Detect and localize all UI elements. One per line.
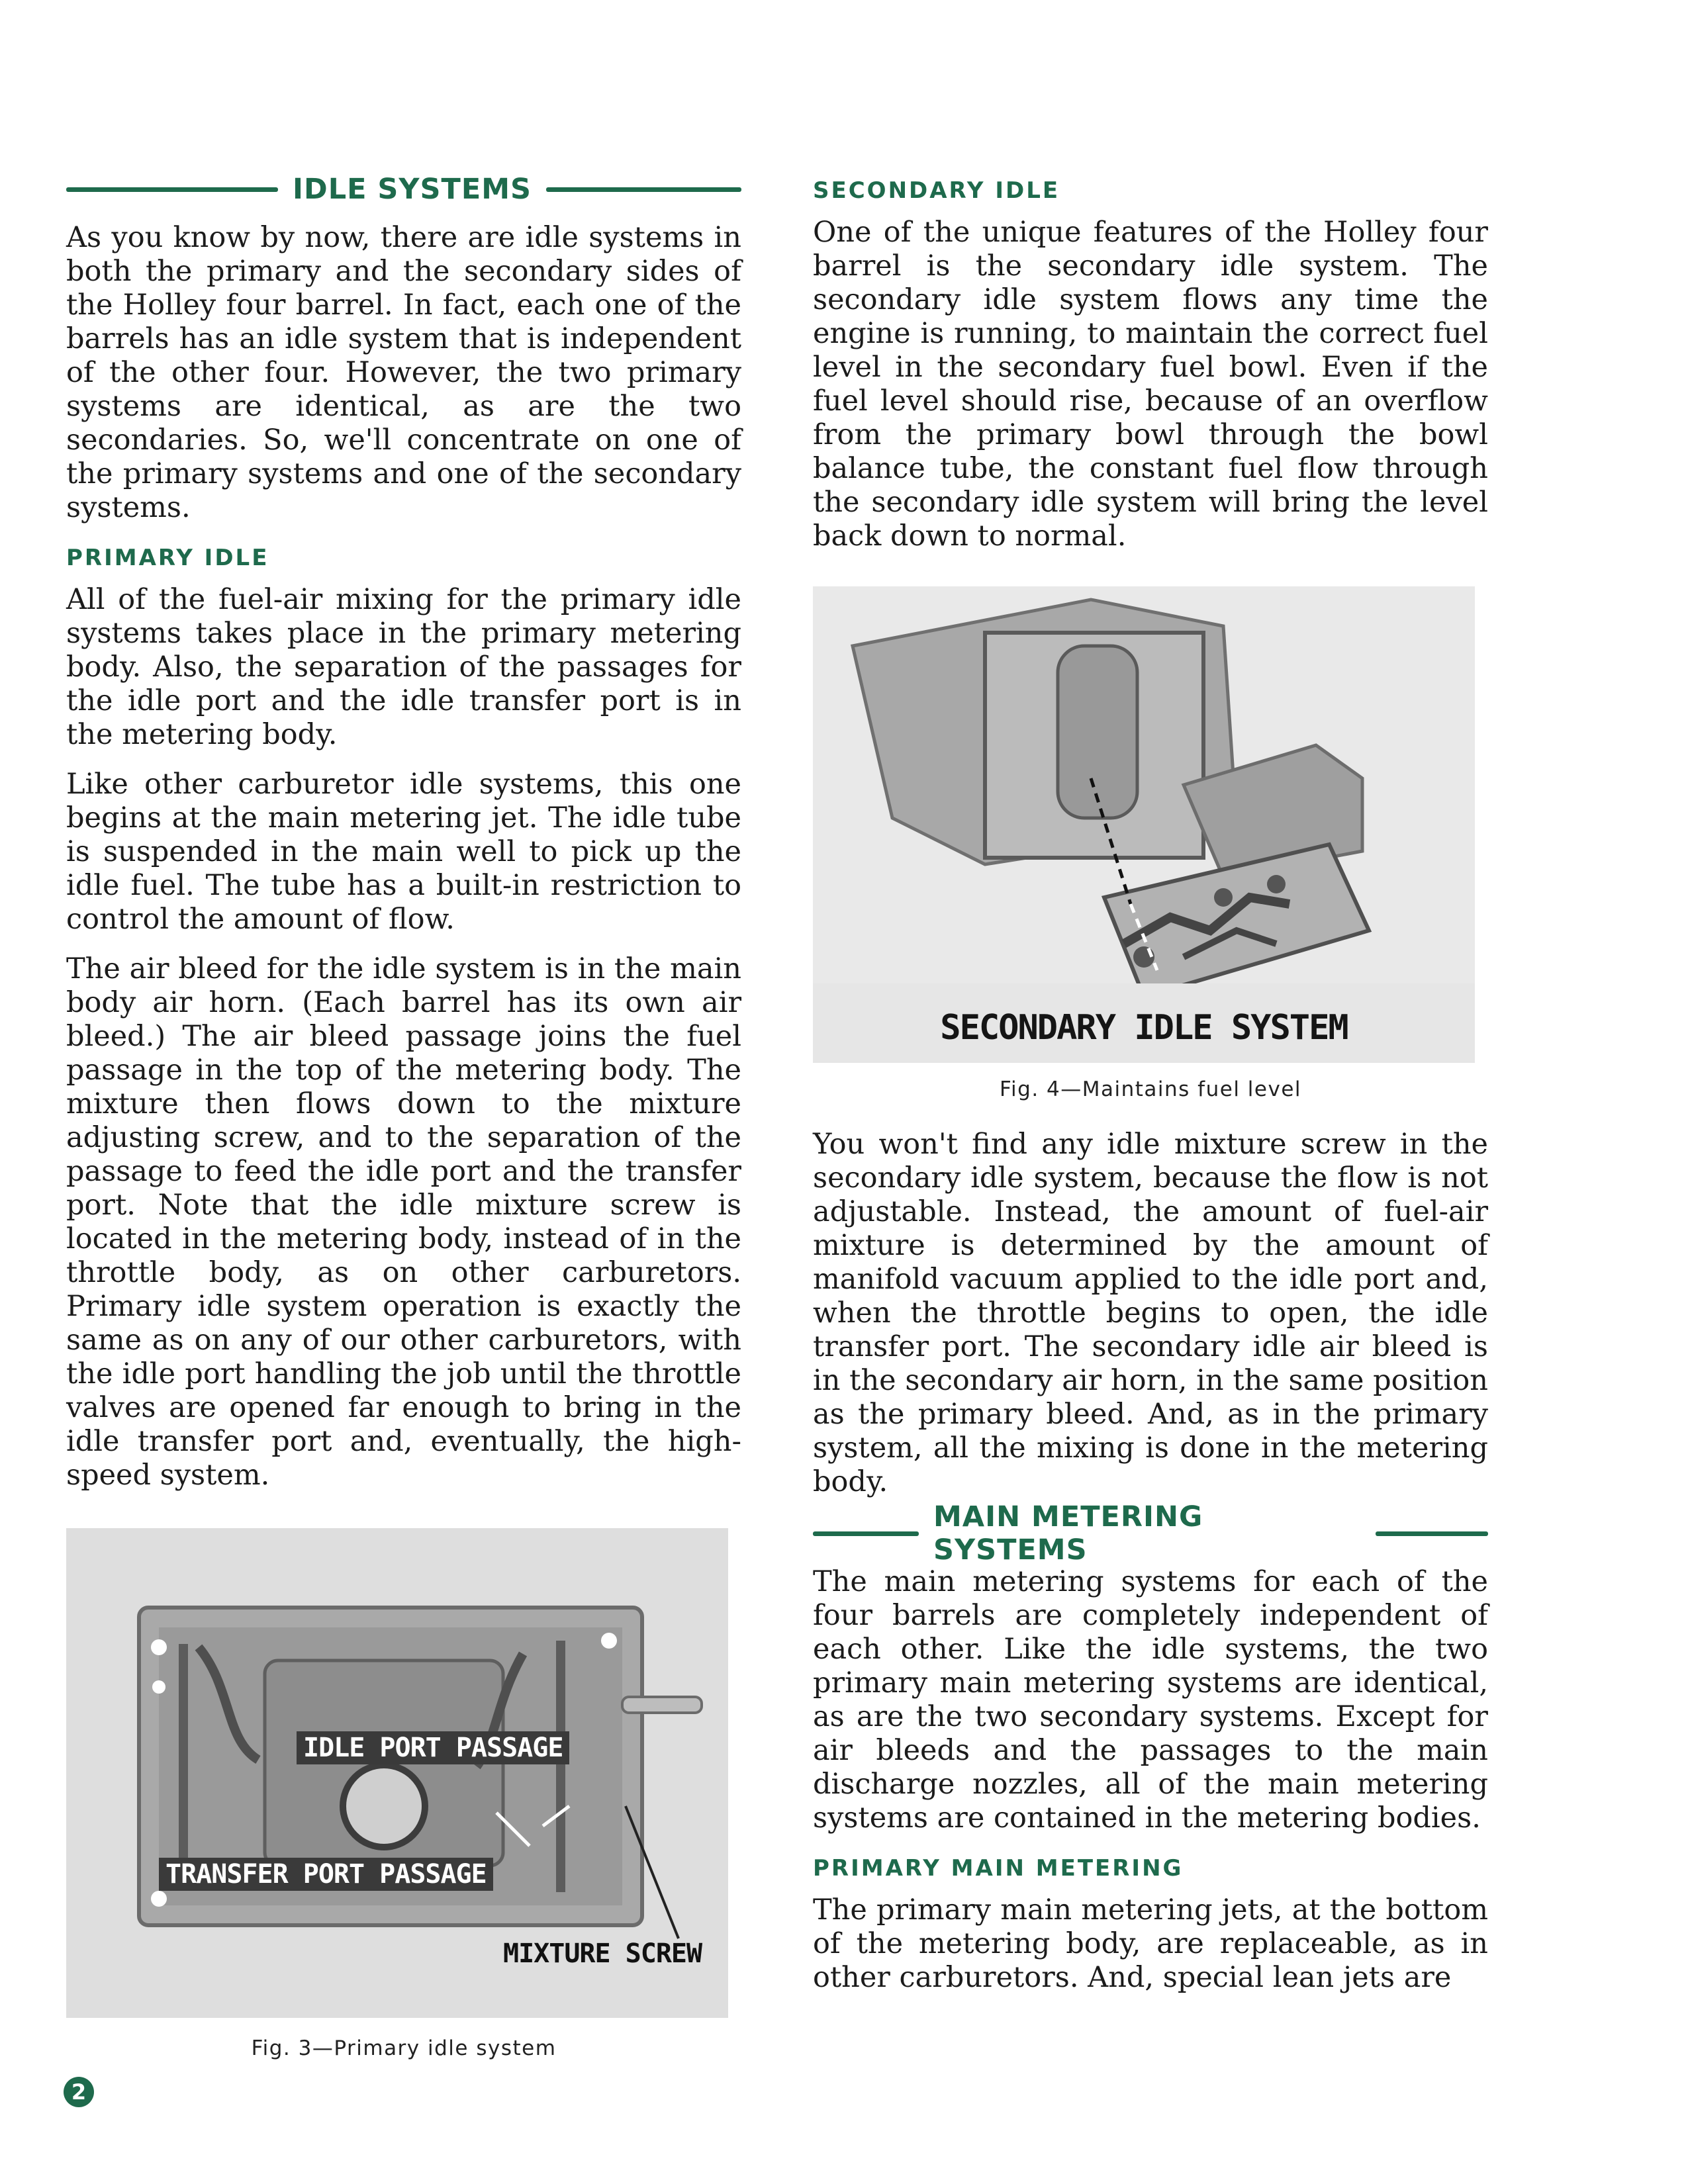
mixture-screw-label: MIXTURE SCREW — [503, 1938, 702, 1969]
main-metering-heading — [813, 1500, 1488, 1567]
fig3-caption: Fig. 3—Primary idle system — [251, 2036, 557, 2060]
primary-main-metering-paragraph-1: The primary main metering jets, at the bottom of the metering body, are replaceable, as in other carburetors. And, special lean jets are — [813, 1893, 1488, 1994]
secondary-carburetor-illustration — [813, 586, 1475, 1063]
heading-rule-right — [1376, 1531, 1488, 1536]
main-metering-heading-text: MAIN METERING SYSTEMS — [933, 1500, 1203, 1567]
idle-systems-heading — [66, 171, 741, 208]
idle-port-passage-label: IDLE PORT PASSAGE — [297, 1731, 569, 1764]
secondary-idle-paragraph-1: One of the unique features of the Holley four barrel is the secondary idle system. The secondary idle system flows any time the engine is running, to maintain the correct fuel level in the secondary fuel bowl. Even if the fuel level should rise, because of an overflow from the primary bowl through the bowl balance tube, the constant fuel flow through the secondary idle system will bring the level back down to normal. — [813, 216, 1488, 553]
fig4-photo — [813, 586, 1475, 1063]
main-metering-paragraph-1: The main metering systems for each of the four barrels are completely independent of each other. Like the idle systems, the two primary main metering systems are identical, as are the two secondary systems. Except for air bleeds and the passages to the main discharge nozzles, all of the main metering systems are contained in the metering bodies. — [813, 1565, 1488, 1835]
heading-rule-left — [813, 1531, 919, 1536]
idle-systems-heading-text: IDLE SYSTEMS — [293, 173, 532, 206]
primary-idle-paragraph-1: All of the fuel-air mixing for the primary idle systems takes place in the primary metering body. Also, the separation of the passages for the idle port and the idle transfer port is in the metering body. — [66, 583, 741, 751]
right-column — [813, 171, 1488, 2011]
left-column — [66, 171, 741, 2060]
primary-idle-paragraph-2: Like other carburetor idle systems, this one begins at the main metering jet. The idle tube is suspended in the main well to pick up the idle fuel. The tube has a built-in restriction to control the amount of flow. — [66, 768, 741, 936]
heading-rule-left — [66, 187, 278, 192]
transfer-port-passage-label: TRANSFER PORT PASSAGE — [159, 1858, 493, 1891]
fig3-photo — [66, 1528, 728, 2018]
secondary-idle-system-label: SECONDARY IDLE SYSTEM — [940, 1008, 1348, 1048]
heading-rule-right — [546, 187, 741, 192]
secondary-idle-paragraph-2: You won't find any idle mixture screw in the secondary idle system, because the flow is not adjustable. Instead, the amount of fuel-air mixture is determined by the amount of manifold vacuum applied to the idle port and, when the throttle begins to open, the idle transfer port. The secondary idle air bleed is in the secondary air horn, in the same position as the primary bleed. And, as in the primary system, all the mixing is done in the metering body. — [813, 1128, 1488, 1498]
secondary-idle-heading: SECONDARY IDLE — [813, 177, 1060, 204]
primary-idle-paragraph-3: The air bleed for the idle system is in the main body air horn. (Each barrel has its own air bleed.) The air bleed passage joins the fuel passage in the top of the metering body. The mixture then flows down to the mixture adjusting screw, and to the separation of the passage to feed the idle port and the transfer port. Note that the idle mixture screw is located in the metering body, instead of in the throttle body, as on other carburetors. Primary idle system operation is exactly the same as on any of our other carburetors, with the idle port handling the job until the throttle valves are opened far enough to bring in the idle transfer port and, eventually, the high-speed system. — [66, 952, 741, 1492]
primary-main-metering-heading: PRIMARY MAIN METERING — [813, 1855, 1184, 1882]
idle-intro-paragraph: As you know by now, there are idle systems in both the primary and the secondary sides of the Holley four barrel. In fact, each one of the barrels has an idle system that is independent of the other four. However, the two primary systems are identical, as are the two secondaries. So, we'll concentrate on one of the primary systems and one of the secondary systems. — [66, 221, 741, 524]
fig4-caption: Fig. 4—Maintains fuel level — [999, 1077, 1302, 1101]
primary-idle-heading: PRIMARY IDLE — [66, 545, 269, 571]
page-number: 2 — [64, 2077, 94, 2107]
